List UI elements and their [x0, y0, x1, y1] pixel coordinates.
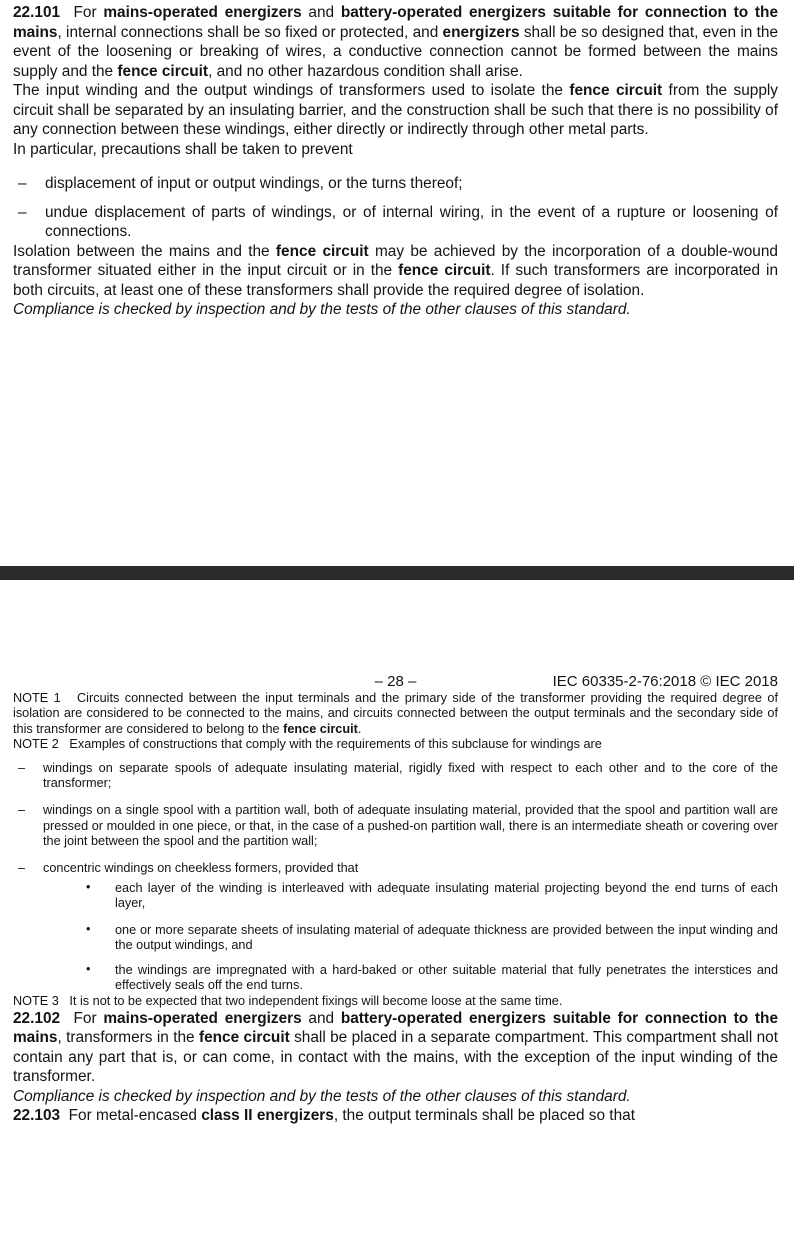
document-reference: IEC 60335-2-76:2018 © IEC 2018 — [552, 673, 778, 690]
dash-list-item-text: concentric windings on cheekless formers, provided that — [43, 860, 359, 875]
dash-list-item — [13, 174, 778, 194]
dash-list-item-text: displacement of input or output windings, or the turns thereof; — [45, 175, 463, 192]
paragraph-input-winding: The input winding and the output windings of transformers used to isolate the fence circuit from the supply circuit shall be separated by an insulating barrier, and the construction shall be such that there is no possibility of any connection between these windings, either directly or indirectly through other metal parts. — [13, 82, 779, 138]
bullet-list-item — [13, 923, 778, 954]
clause-22-101-paragraph: 22.101 For mains-operated energizers and battery-operated energizers suitable for connection to the mains, internal connections shall be so fixed or protected, and energizers shall be so designed that, even in the event of the loosening or breaking of wires, a conductive connection cannot be formed between the mains supply and the fence circuit, and no other hazardous condition shall arise. — [13, 4, 779, 80]
page-header — [13, 672, 778, 691]
dash-marker: – — [18, 203, 27, 221]
dash-list-item — [13, 761, 778, 792]
paragraph-isolation: Isolation between the mains and the fence circuit may be achieved by the incorporation of a double-wound transformer situated either in the input circuit or in the fence circuit. If such transformers are incorporated in both circuits, at least one of these transformers shall provide the required degree of isolation. — [13, 242, 779, 299]
dash-list-item — [13, 803, 778, 849]
dash-marker: – — [18, 860, 26, 875]
page-fragment-bottom — [13, 672, 778, 1126]
page-number: – 28 – — [374, 673, 417, 690]
clause-22-102-paragraph: 22.102 For mains-operated energizers and battery-operated energizers suitable for connection to the mains, transformers in the fence circuit shall be placed in a separate compartment. This compartment shall not contain any part that is, or can come, in contact with the mains, with the exception of the input winding of the transformer. — [13, 1009, 779, 1086]
dash-list-item — [13, 203, 778, 242]
note-1: NOTE 1 Circuits connected between the input terminals and the primary side of the transformer providing the required degree of isolation are considered to be connected to the mains, and circuits connected between the output terminals and the secondary side of this transformer are considered to belong to the fence circuit. — [13, 691, 778, 736]
bullet-list-item — [13, 881, 778, 912]
paragraph-in-particular: In particular, precautions shall be taken to prevent — [13, 140, 353, 158]
dash-marker: – — [18, 175, 27, 192]
dash-list-item-text: undue displacement of parts of windings, or of internal wiring, in the event of a rupture or loosening of connections. — [45, 203, 778, 240]
compliance-statement: Compliance is checked by inspection and by the tests of the other clauses of this standard. — [13, 301, 631, 318]
bullet-list-item — [13, 963, 778, 994]
bullet-list-item-text: the windings are impregnated with a hard-baked or other suitable material that fully penetrates the interstices and effectively seals off the end turns. — [115, 962, 778, 993]
bullet-marker: • — [86, 961, 91, 976]
bullet-marker: • — [86, 880, 91, 895]
note-2: NOTE 2 Examples of constructions that comply with the requirements of this subclause for windings are — [13, 737, 602, 752]
bullet-list-item-text: one or more separate sheets of insulating material of adequate thickness are provided between the input winding and the output windings, and — [115, 922, 778, 953]
bullet-list-item-text: each layer of the winding is interleaved with adequate insulating material projecting beyond the end turns of each layer, — [115, 881, 778, 911]
compliance-statement: Compliance is checked by inspection and by the tests of the other clauses of this standard. — [13, 1087, 631, 1105]
dash-list-item — [13, 861, 778, 876]
dash-marker: – — [18, 803, 26, 818]
clause-22-103-paragraph: 22.103 For metal-encased class II energizers, the output terminals shall be placed so that — [13, 1107, 635, 1125]
page-fragment-top — [13, 3, 778, 320]
bullet-marker: • — [86, 921, 91, 936]
note-3: NOTE 3 It is not to be expected that two independent fixings will become loose at the same time. — [13, 993, 563, 1008]
dash-marker: – — [18, 760, 26, 775]
dash-list-item-text: windings on a single spool with a partition wall, both of adequate insulating material, provided that the spool and partition wall are pressed or moulded in one piece, or that, in the case of a pushed-on partition wall, there is an intermediate sheath or covering over the joint between the spool and the partition wall; — [43, 803, 778, 849]
dash-list-item-text: windings on separate spools of adequate insulating material, rigidly fixed with respect to each other and to the core of the transformer; — [43, 760, 778, 791]
page-divider-bar — [0, 566, 794, 580]
